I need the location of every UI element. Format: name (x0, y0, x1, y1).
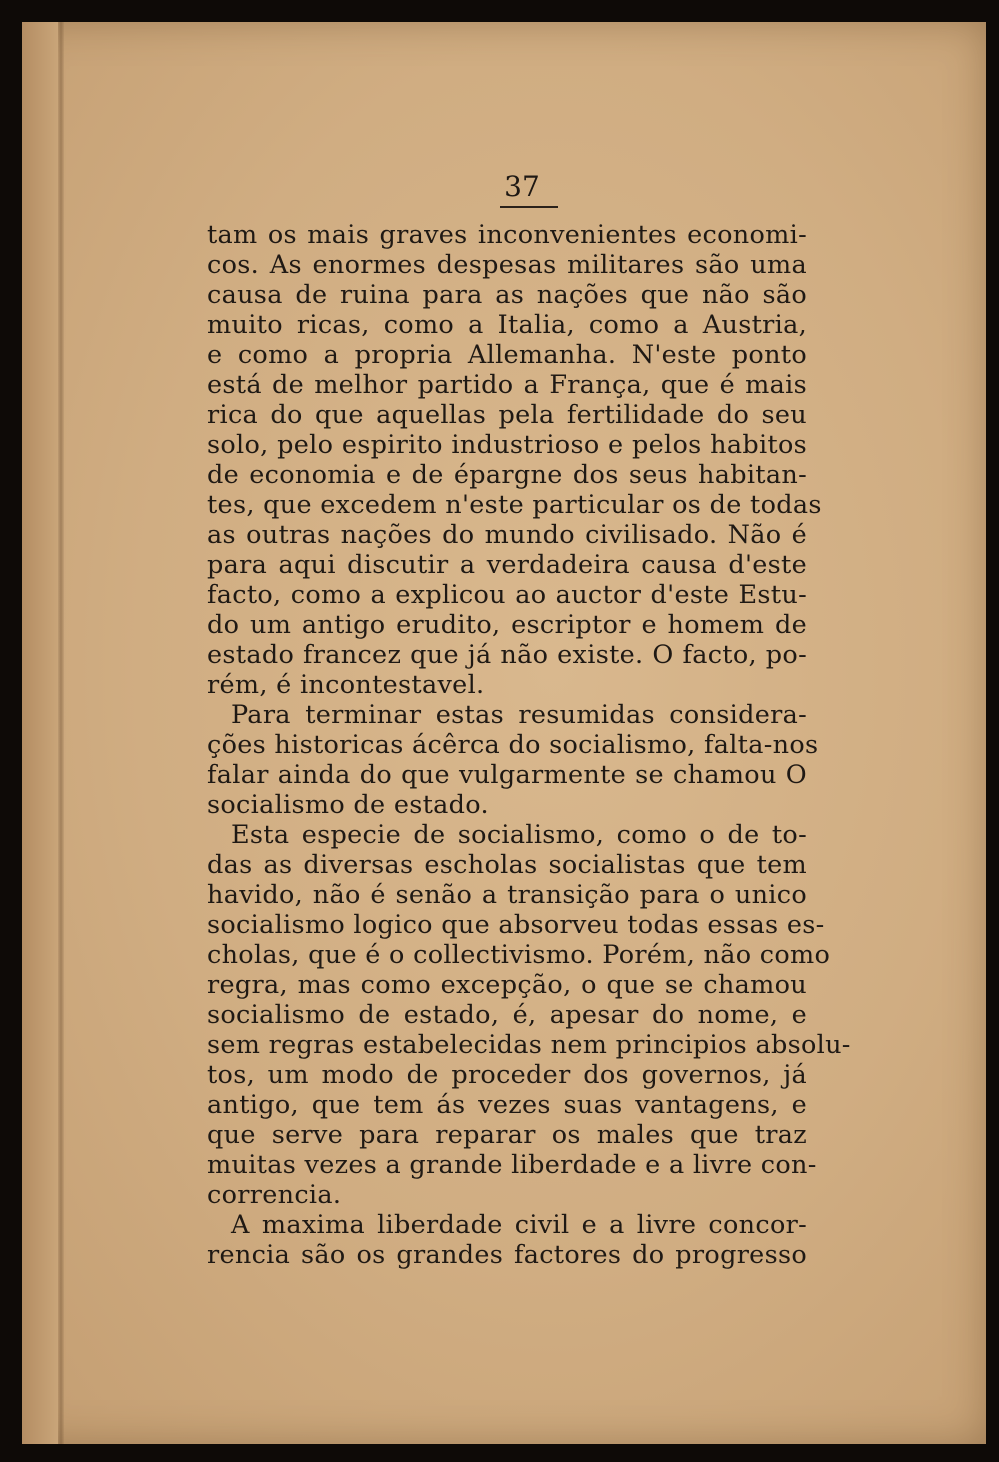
text-line: que serve para reparar os males que traz (207, 1120, 807, 1150)
text-line: de economia e de épargne dos seus habitan- (207, 460, 807, 490)
text-line: do um antigo erudito, escriptor e homem de (207, 610, 807, 640)
text-line: estado francez que já não existe. O facto, po- (207, 640, 807, 670)
text-line: socialismo logico que absorveu todas essas es- (207, 910, 825, 940)
page-number: 37 (504, 170, 540, 203)
text-line: tam os mais graves inconvenientes economi- (207, 220, 807, 250)
text-line: Esta especie de socialismo, como o de to- (231, 820, 807, 850)
text-line: tes, que excedem n'este particular os de todas (207, 490, 822, 520)
text-line: muitas vezes a grande liberdade e a livre con- (207, 1150, 817, 1180)
text-line: cholas, que é o collectivismo. Porém, não como (207, 940, 831, 970)
text-line: as outras nações do mundo civilisado. Não é (207, 520, 807, 550)
text-line: rém, é incontestavel. (207, 670, 485, 700)
text-line: solo, pelo espirito industrioso e pelos habitos (207, 430, 807, 460)
text-line: rica do que aquellas pela fertilidade do seu (207, 400, 807, 430)
text-line: socialismo de estado, é, apesar do nome, e (207, 1000, 807, 1030)
book-page (22, 22, 986, 1444)
text-line: muito ricas, como a Italia, como a Austria, (207, 310, 807, 340)
paragraph-3 (207, 820, 851, 1210)
text-line: facto, como a explicou ao auctor d'este Estu- (207, 580, 807, 610)
text-line: cos. As enormes despesas militares são uma (207, 250, 807, 280)
text-line: para aqui discutir a verdadeira causa d'este (207, 550, 807, 580)
page-fold (58, 22, 64, 1444)
paragraph-2 (207, 700, 819, 820)
text-line: antigo, que tem ás vezes suas vantagens, e (207, 1090, 807, 1120)
text-line: sem regras estabelecidas nem principios absolu- (207, 1030, 851, 1060)
text-line: A maxima liberdade civil e a livre concor- (231, 1210, 807, 1240)
body-text (207, 220, 851, 1270)
text-line: causa de ruina para as nações que não são (207, 280, 807, 310)
page-number-rule (500, 206, 558, 208)
text-line: rencia são os grandes factores do progresso (207, 1240, 807, 1270)
paragraph-4 (207, 1210, 807, 1270)
text-line: e como a propria Allemanha. N'este ponto (207, 340, 807, 370)
text-line: ções historicas ácêrca do socialismo, falta-nos (207, 730, 819, 760)
text-line: está de melhor partido a França, que é mais (207, 370, 807, 400)
text-line: havido, não é senão a transição para o unico (207, 880, 807, 910)
text-line: Para terminar estas resumidas considera- (231, 700, 807, 730)
paragraph-1 (207, 220, 822, 700)
text-line: tos, um modo de proceder dos governos, já (207, 1060, 807, 1090)
text-line: das as diversas escholas socialistas que tem (207, 850, 807, 880)
text-line: correncia. (207, 1180, 342, 1210)
text-line: regra, mas como excepção, o que se chamou (207, 970, 807, 1000)
binding-edge (22, 22, 58, 1444)
text-line: socialismo de estado. (207, 790, 489, 820)
text-line: falar ainda do que vulgarmente se chamou O (207, 760, 807, 790)
